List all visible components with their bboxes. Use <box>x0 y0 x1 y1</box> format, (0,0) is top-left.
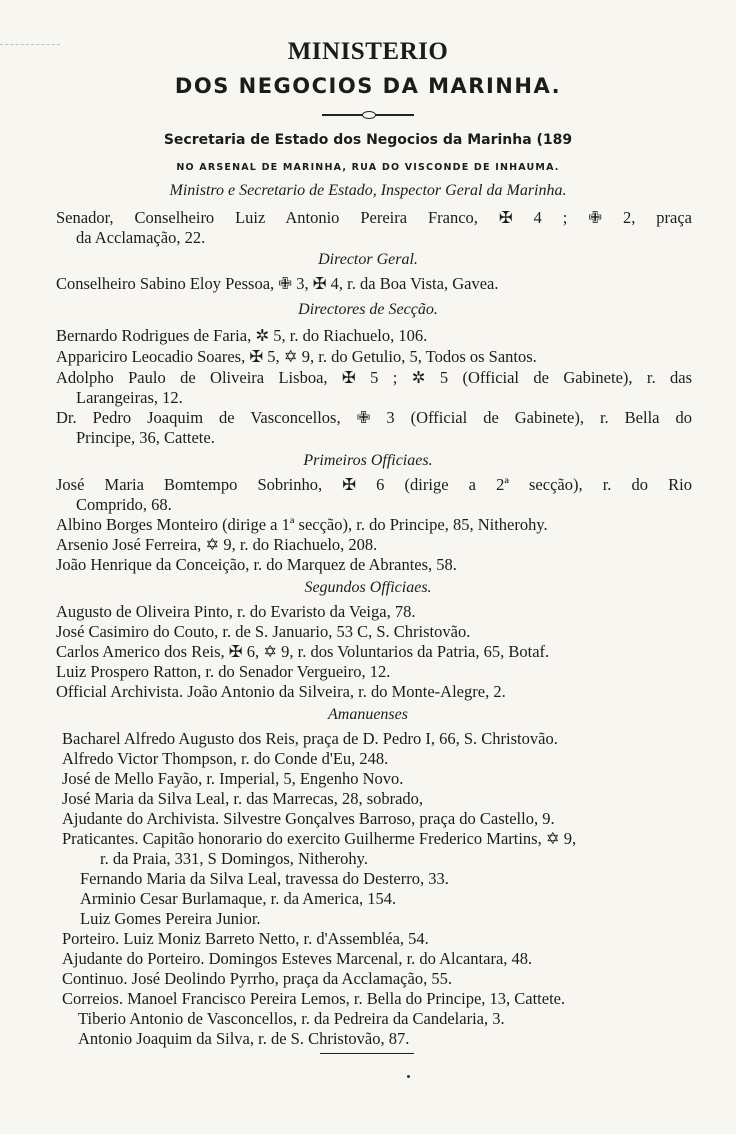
text-line: Conselheiro Sabino Eloy Pessoa, ✙ 3, ✠ 4, r. da Boa Vista, Gavea. <box>56 274 499 293</box>
text-line: José Maria da Silva Leal, r. das Marrecas, 28, sobrado, <box>62 789 424 808</box>
text-line: Adolpho Paulo de Oliveira Lisboa, ✠ 5 ; ✲ 5 (Official de Gabinete), r. das <box>56 368 692 387</box>
text-line: Carlos Americo dos Reis, ✠ 6, ✡ 9, r. dos Voluntarios da Patria, 65, Botaf. <box>56 642 550 661</box>
text-line: José Casimiro do Couto, r. de S. Januario, 53 C, S. Christovão. <box>56 622 471 641</box>
text-line: Tiberio Antonio de Vasconcellos, r. da Pedreira da Candelaria, 3. <box>78 1009 505 1028</box>
text-line: Ajudante do Archivista. Silvestre Gonçalves Barroso, praça do Castello, 9. <box>62 809 555 828</box>
text-line: Arsenio José Ferreira, ✡ 9, r. do Riachuelo, 208. <box>56 535 378 554</box>
text-line: Appariciro Leocadio Soares, ✠ 5, ✡ 9, r. do Getulio, 5, Todos os Santos. <box>56 347 537 366</box>
text-line: Augusto de Oliveira Pinto, r. do Evaristo da Veiga, 78. <box>56 602 416 621</box>
text-line: Directores de Secção. <box>298 301 438 318</box>
text-line: Comprido, 68. <box>76 495 172 514</box>
text-line: Amanuenses <box>328 706 408 723</box>
text-line: r. da Praia, 331, S Domingos, Nitherohy. <box>100 849 368 868</box>
text-line: Ajudante do Porteiro. Domingos Esteves Marcenal, r. do Alcantara, 48. <box>62 949 533 968</box>
text-line: Alfredo Victor Thompson, r. do Conde d'Eu, 248. <box>62 749 389 768</box>
text-line: Praticantes. Capitão honorario do exercito Guilherme Frederico Martins, ✡ 9, <box>62 829 577 848</box>
text-line: Correios. Manoel Francisco Pereira Lemos, r. Bella do Principe, 13, Cattete. <box>62 989 566 1008</box>
text-line: Fernando Maria da Silva Leal, travessa do Desterro, 33. <box>80 869 449 888</box>
page-title: MINISTERIO <box>287 38 449 65</box>
text-line: Albino Borges Monteiro (dirige a 1ª secção), r. do Principe, 85, Nitherohy. <box>56 515 548 534</box>
text-line: Porteiro. Luiz Moniz Barreto Netto, r. d'Assembléa, 54. <box>62 929 429 948</box>
text-line: Ministro e Secretario de Estado, Inspector Geral da Marinha. <box>169 182 567 199</box>
text-line: Antonio Joaquim da Silva, r. de S. Christovão, 87. <box>78 1029 410 1048</box>
text-line: Arminio Cesar Burlamaque, r. da America, 154. <box>80 889 397 908</box>
text-line: Principe, 36, Cattete. <box>76 428 215 447</box>
text-line: Larangeiras, 12. <box>76 388 183 407</box>
closing-dot <box>407 1075 410 1078</box>
text-line: Luiz Prospero Ratton, r. do Senador Vergueiro, 12. <box>56 662 391 681</box>
ornament-divider <box>322 114 414 119</box>
closing-rule <box>320 1053 414 1054</box>
text-line: Segundos Officiaes. <box>304 579 432 596</box>
text-line: da Acclamação, 22. <box>76 228 206 247</box>
text-line: Secretaria de Estado dos Negocios da Marinha (189 <box>163 132 573 148</box>
text-line: José de Mello Fayão, r. Imperial, 5, Engenho Novo. <box>62 769 404 788</box>
text-line: José Maria Bomtempo Sobrinho, ✠ 6 (dirige a 2ª secção), r. do Rio <box>56 475 692 494</box>
text-line: Director Geral. <box>318 251 418 268</box>
text-line: Official Archivista. João Antonio da Silveira, r. do Monte-Alegre, 2. <box>56 682 506 701</box>
text-line: Bacharel Alfredo Augusto dos Reis, praça de D. Pedro I, 66, S. Christovão. <box>62 729 558 748</box>
page-subtitle: DOS NEGOCIOS DA MARINHA. <box>174 74 562 98</box>
text-line: João Henrique da Conceição, r. do Marquez de Abrantes, 58. <box>56 555 457 574</box>
text-line: Senador, Conselheiro Luiz Antonio Pereira Franco, ✠ 4 ; ✙ 2, praça <box>56 208 692 227</box>
text-line: Luiz Gomes Pereira Junior. <box>80 909 261 928</box>
text-line: NO ARSENAL DE MARINHA, RUA DO VISCONDE DE INHAUMA. <box>176 162 560 173</box>
text-line: Continuo. José Deolindo Pyrrho, praça da Acclamação, 55. <box>62 969 452 988</box>
text-line: Primeiros Officiaes. <box>303 452 433 469</box>
text-line: Dr. Pedro Joaquim de Vasconcellos, ✙ 3 (Official de Gabinete), r. Bella do <box>56 408 692 427</box>
text-line: Bernardo Rodrigues de Faria, ✲ 5, r. do Riachuelo, 106. <box>56 326 428 345</box>
